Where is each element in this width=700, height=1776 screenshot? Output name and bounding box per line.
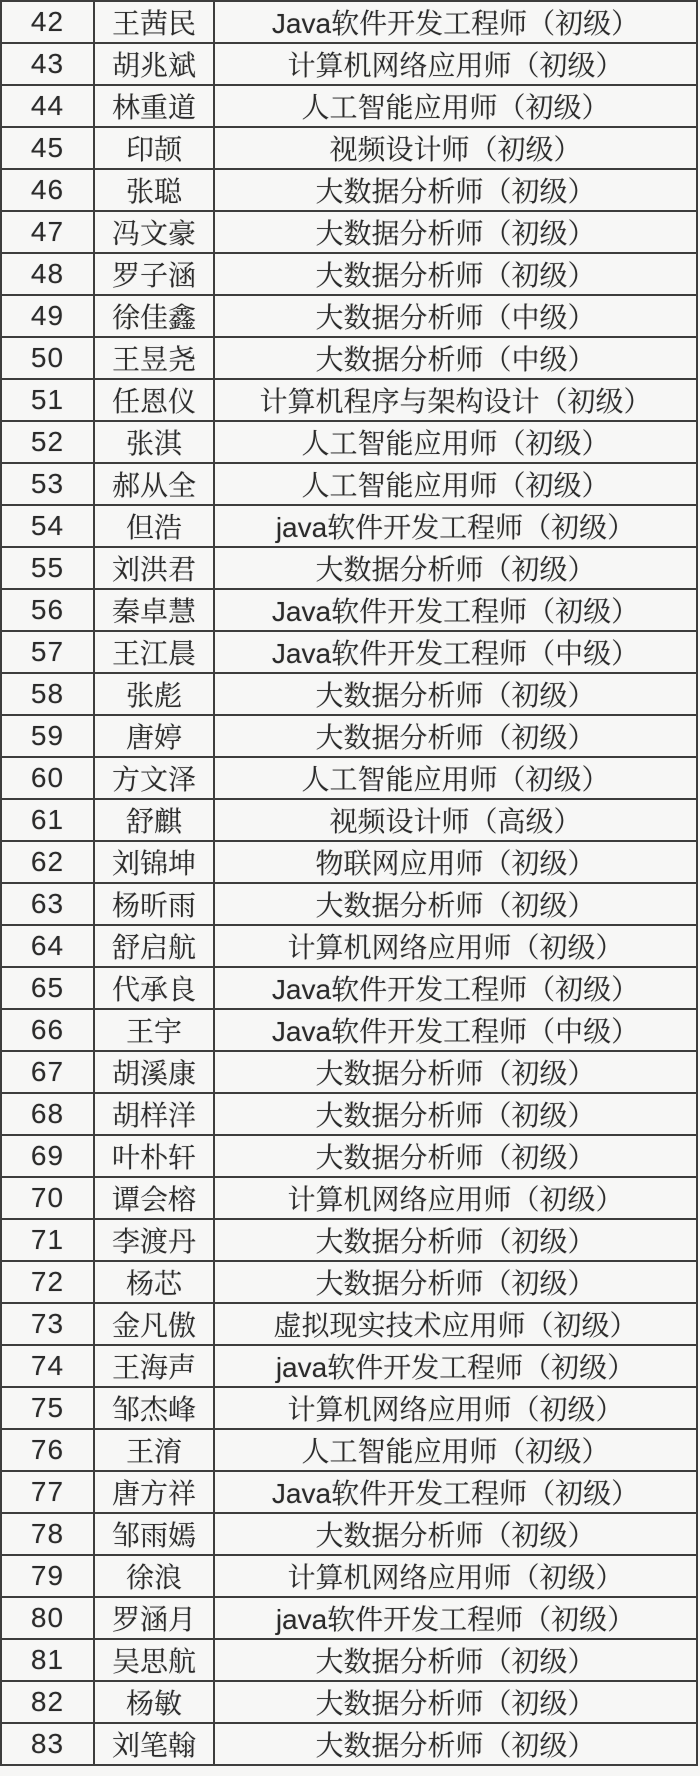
table-row	[1, 1597, 697, 1639]
certificate-cell: 人工智能应用师（初级）	[214, 85, 697, 127]
table-row	[1, 1261, 697, 1303]
row-number-cell: 45	[1, 127, 94, 169]
certificate-cell: 大数据分析师（初级）	[214, 169, 697, 211]
certificate-cell: 人工智能应用师（初级）	[214, 757, 697, 799]
certificate-cell: 大数据分析师（初级）	[214, 1681, 697, 1723]
table-row	[1, 337, 697, 379]
certificate-cell: 大数据分析师（初级）	[214, 1261, 697, 1303]
table-row	[1, 1345, 697, 1387]
row-number-cell: 60	[1, 757, 94, 799]
row-number-cell: 47	[1, 211, 94, 253]
name-cell: 胡兆斌	[94, 43, 214, 85]
certificate-cell: Java软件开发工程师（初级）	[214, 589, 697, 631]
certificate-cell: 虚拟现实技术应用师（初级）	[214, 1303, 697, 1345]
table-body	[1, 1, 697, 1765]
name-cell: 张聪	[94, 169, 214, 211]
row-number-cell: 51	[1, 379, 94, 421]
row-number-cell: 50	[1, 337, 94, 379]
row-number-cell: 58	[1, 673, 94, 715]
certificate-cell: 大数据分析师（初级）	[214, 547, 697, 589]
name-cell: 舒麒	[94, 799, 214, 841]
name-cell: 徐浪	[94, 1555, 214, 1597]
certificate-cell: 大数据分析师（初级）	[214, 1723, 697, 1765]
table-row	[1, 421, 697, 463]
row-number-cell: 56	[1, 589, 94, 631]
row-number-cell: 73	[1, 1303, 94, 1345]
row-number-cell: 54	[1, 505, 94, 547]
table-row	[1, 295, 697, 337]
table-row	[1, 127, 697, 169]
row-number-cell: 80	[1, 1597, 94, 1639]
certificate-cell: 大数据分析师（中级）	[214, 295, 697, 337]
row-number-cell: 74	[1, 1345, 94, 1387]
certificate-cell: 大数据分析师（中级）	[214, 337, 697, 379]
name-cell: 杨芯	[94, 1261, 214, 1303]
table-row	[1, 967, 697, 1009]
table-row	[1, 631, 697, 673]
table-row	[1, 463, 697, 505]
row-number-cell: 69	[1, 1135, 94, 1177]
row-number-cell: 55	[1, 547, 94, 589]
table-row	[1, 379, 697, 421]
certificate-cell: 大数据分析师（初级）	[214, 1513, 697, 1555]
row-number-cell: 76	[1, 1429, 94, 1471]
row-number-cell: 59	[1, 715, 94, 757]
certificate-cell: 视频设计师（高级）	[214, 799, 697, 841]
name-cell: 唐婷	[94, 715, 214, 757]
certificate-cell: 大数据分析师（初级）	[214, 1051, 697, 1093]
table-row	[1, 841, 697, 883]
certificate-cell: java软件开发工程师（初级）	[214, 1345, 697, 1387]
table-row	[1, 883, 697, 925]
row-number-cell: 83	[1, 1723, 94, 1765]
table-row	[1, 1009, 697, 1051]
certificate-cell: 大数据分析师（初级）	[214, 1219, 697, 1261]
name-cell: 冯文豪	[94, 211, 214, 253]
name-cell: 但浩	[94, 505, 214, 547]
certificate-cell: 大数据分析师（初级）	[214, 1639, 697, 1681]
row-number-cell: 81	[1, 1639, 94, 1681]
certificate-cell: 大数据分析师（初级）	[214, 1135, 697, 1177]
row-number-cell: 49	[1, 295, 94, 337]
name-cell: 林重道	[94, 85, 214, 127]
table-row	[1, 1555, 697, 1597]
name-cell: 张淇	[94, 421, 214, 463]
certificate-cell: 人工智能应用师（初级）	[214, 1429, 697, 1471]
certificate-cell: Java软件开发工程师（初级）	[214, 1471, 697, 1513]
name-cell: 胡溪康	[94, 1051, 214, 1093]
row-number-cell: 70	[1, 1177, 94, 1219]
certificate-cell: 大数据分析师（初级）	[214, 211, 697, 253]
table-row	[1, 673, 697, 715]
name-cell: 罗涵月	[94, 1597, 214, 1639]
name-cell: 舒启航	[94, 925, 214, 967]
certificate-cell: Java软件开发工程师（中级）	[214, 631, 697, 673]
table-row	[1, 1, 697, 43]
table-row	[1, 1051, 697, 1093]
row-number-cell: 57	[1, 631, 94, 673]
name-cell: 杨昕雨	[94, 883, 214, 925]
name-cell: 印颉	[94, 127, 214, 169]
table-row	[1, 1135, 697, 1177]
certificate-cell: Java软件开发工程师（初级）	[214, 1, 697, 43]
name-cell: 秦卓慧	[94, 589, 214, 631]
name-cell: 王淯	[94, 1429, 214, 1471]
table-row	[1, 1471, 697, 1513]
certificate-cell: 大数据分析师（初级）	[214, 673, 697, 715]
table-row	[1, 715, 697, 757]
name-cell: 邹杰峰	[94, 1387, 214, 1429]
row-number-cell: 63	[1, 883, 94, 925]
certificate-cell: 大数据分析师（初级）	[214, 883, 697, 925]
certificate-cell: 大数据分析师（初级）	[214, 253, 697, 295]
table-row	[1, 757, 697, 799]
certificate-cell: Java软件开发工程师（初级）	[214, 967, 697, 1009]
certificate-cell: Java软件开发工程师（中级）	[214, 1009, 697, 1051]
certificate-cell: 大数据分析师（初级）	[214, 1093, 697, 1135]
row-number-cell: 78	[1, 1513, 94, 1555]
certificate-cell: 计算机网络应用师（初级）	[214, 1555, 697, 1597]
row-number-cell: 71	[1, 1219, 94, 1261]
row-number-cell: 44	[1, 85, 94, 127]
row-number-cell: 68	[1, 1093, 94, 1135]
name-cell: 刘洪君	[94, 547, 214, 589]
row-number-cell: 72	[1, 1261, 94, 1303]
table-row	[1, 1429, 697, 1471]
row-number-cell: 64	[1, 925, 94, 967]
name-cell: 刘锦坤	[94, 841, 214, 883]
row-number-cell: 43	[1, 43, 94, 85]
table-row	[1, 1681, 697, 1723]
certificate-cell: 大数据分析师（初级）	[214, 715, 697, 757]
table-row	[1, 1639, 697, 1681]
name-cell: 谭会榕	[94, 1177, 214, 1219]
row-number-cell: 42	[1, 1, 94, 43]
table-row	[1, 505, 697, 547]
certificate-cell: 计算机程序与架构设计（初级）	[214, 379, 697, 421]
name-cell: 李渡丹	[94, 1219, 214, 1261]
name-cell: 叶朴轩	[94, 1135, 214, 1177]
name-cell: 郝从全	[94, 463, 214, 505]
row-number-cell: 65	[1, 967, 94, 1009]
certificate-cell: 计算机网络应用师（初级）	[214, 43, 697, 85]
table-row	[1, 925, 697, 967]
table-row	[1, 1219, 697, 1261]
row-number-cell: 67	[1, 1051, 94, 1093]
row-number-cell: 53	[1, 463, 94, 505]
row-number-cell: 52	[1, 421, 94, 463]
name-cell: 王茜民	[94, 1, 214, 43]
row-number-cell: 82	[1, 1681, 94, 1723]
table-row	[1, 211, 697, 253]
table-row	[1, 547, 697, 589]
table-row	[1, 1303, 697, 1345]
table-row	[1, 1723, 697, 1765]
row-number-cell: 46	[1, 169, 94, 211]
certificate-cell: java软件开发工程师（初级）	[214, 505, 697, 547]
certificate-cell: 人工智能应用师（初级）	[214, 463, 697, 505]
table-row	[1, 1093, 697, 1135]
name-cell: 徐佳鑫	[94, 295, 214, 337]
table-row	[1, 799, 697, 841]
table-row	[1, 85, 697, 127]
name-cell: 王宇	[94, 1009, 214, 1051]
table-row	[1, 43, 697, 85]
certificate-cell: 视频设计师（初级）	[214, 127, 697, 169]
name-cell: 金凡傲	[94, 1303, 214, 1345]
certificate-cell: 计算机网络应用师（初级）	[214, 925, 697, 967]
table-row	[1, 1387, 697, 1429]
row-number-cell: 79	[1, 1555, 94, 1597]
certificate-cell: 人工智能应用师（初级）	[214, 421, 697, 463]
row-number-cell: 75	[1, 1387, 94, 1429]
name-cell: 代承良	[94, 967, 214, 1009]
name-cell: 邹雨嫣	[94, 1513, 214, 1555]
certificate-cell: 计算机网络应用师（初级）	[214, 1387, 697, 1429]
name-cell: 王江晨	[94, 631, 214, 673]
name-cell: 方文泽	[94, 757, 214, 799]
row-number-cell: 66	[1, 1009, 94, 1051]
name-cell: 王海声	[94, 1345, 214, 1387]
certificate-cell: 计算机网络应用师（初级）	[214, 1177, 697, 1219]
name-cell: 吴思航	[94, 1639, 214, 1681]
name-cell: 王昱尧	[94, 337, 214, 379]
name-cell: 张彪	[94, 673, 214, 715]
name-cell: 杨敏	[94, 1681, 214, 1723]
table-row	[1, 253, 697, 295]
table-row	[1, 1513, 697, 1555]
name-cell: 罗子涵	[94, 253, 214, 295]
name-cell: 唐方祥	[94, 1471, 214, 1513]
table-row	[1, 169, 697, 211]
row-number-cell: 61	[1, 799, 94, 841]
table-row	[1, 589, 697, 631]
certificate-cell: 物联网应用师（初级）	[214, 841, 697, 883]
table-row	[1, 1177, 697, 1219]
name-cell: 胡样洋	[94, 1093, 214, 1135]
row-number-cell: 48	[1, 253, 94, 295]
name-cell: 刘笔翰	[94, 1723, 214, 1765]
certificate-cell: java软件开发工程师（初级）	[214, 1597, 697, 1639]
row-number-cell: 77	[1, 1471, 94, 1513]
row-number-cell: 62	[1, 841, 94, 883]
name-cell: 任恩仪	[94, 379, 214, 421]
